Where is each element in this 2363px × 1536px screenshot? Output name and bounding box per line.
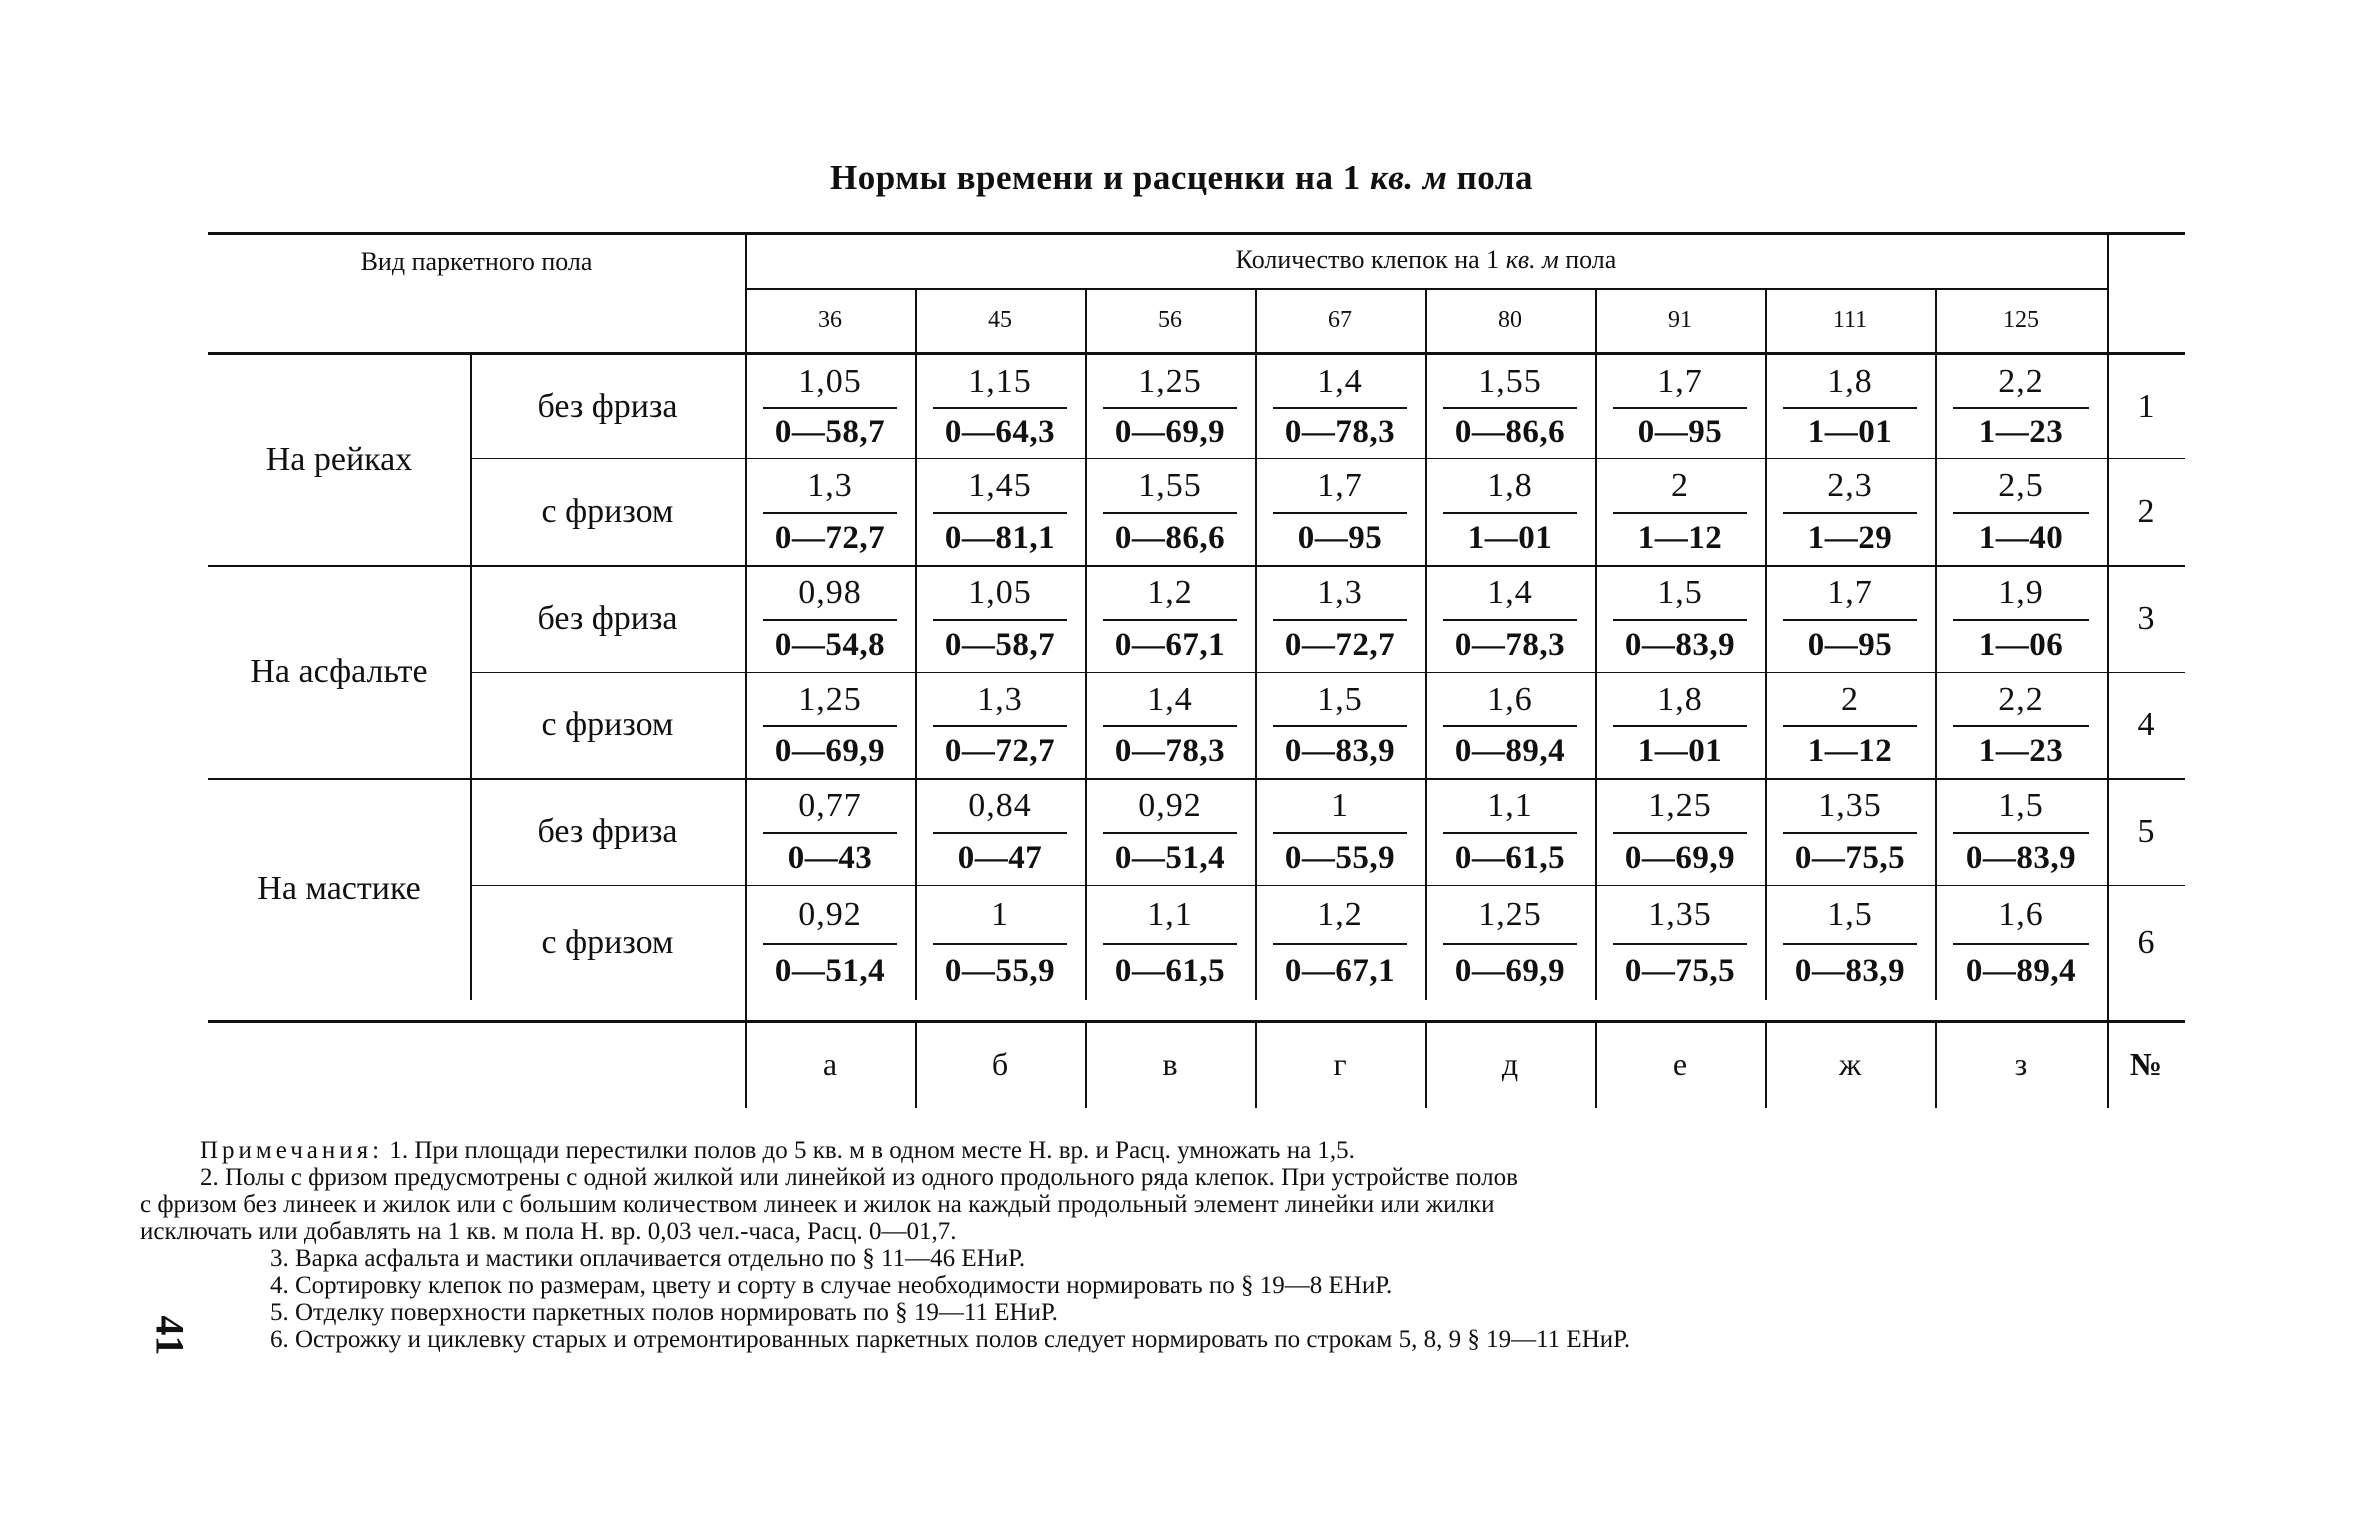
rate-value: 0—95 xyxy=(1297,519,1383,556)
note-line-3: с фризом без линеек и жилок или с большим количеством линеек и жилок на каждый продольный элемент линейки или жилки xyxy=(140,1191,1495,1218)
norm-value: 1,9 xyxy=(1998,573,2044,611)
rate-value: 1—23 xyxy=(1978,733,2064,769)
title-suffix: пола xyxy=(1456,158,1533,197)
column-header-80: 80 xyxy=(1498,306,1522,333)
column-header-45: 45 xyxy=(988,306,1012,333)
norm-value: 2 xyxy=(1671,466,1689,504)
rate-value: 0—83,9 xyxy=(1794,952,1906,989)
row-number: 6 xyxy=(2137,923,2155,961)
norm-value: 1,45 xyxy=(968,466,1032,504)
norm-value: 1,6 xyxy=(1998,895,2044,933)
group-label: На асфальте xyxy=(250,652,428,690)
norm-value: 1,05 xyxy=(798,362,862,400)
rate-value: 0—86,6 xyxy=(1454,413,1566,450)
rate-value: 0—47 xyxy=(957,839,1043,876)
norm-value: 1,1 xyxy=(1147,895,1193,933)
rate-value: 0—64,3 xyxy=(944,413,1056,450)
norm-value: 1,4 xyxy=(1317,362,1363,400)
norm-value: 1,8 xyxy=(1827,362,1873,400)
norm-value: 1,5 xyxy=(1317,680,1363,718)
rate-value: 0—67,1 xyxy=(1114,626,1226,663)
column-header-67: 67 xyxy=(1328,306,1352,333)
norm-value: 1,7 xyxy=(1827,573,1873,611)
rate-value: 0—43 xyxy=(787,839,873,876)
norm-value: 1,2 xyxy=(1317,895,1363,933)
norm-value: 1,6 xyxy=(1487,680,1533,718)
rate-value: 0—95 xyxy=(1807,626,1893,663)
norm-value: 1,8 xyxy=(1487,466,1533,504)
rate-value: 0—72,7 xyxy=(1284,626,1396,663)
rate-value: 0—61,5 xyxy=(1114,952,1226,989)
column-letter: е xyxy=(1672,1045,1688,1082)
rate-value: 1—12 xyxy=(1807,733,1893,769)
note-line-1: Примечания: 1. При площади перестилки полов до 5 кв. м в одном месте Н. вр. и Расц. умножать на 1,5. xyxy=(200,1137,1355,1164)
rate-value: 1—01 xyxy=(1807,413,1893,450)
norm-value: 1,35 xyxy=(1818,786,1882,824)
column-letter: б xyxy=(991,1045,1009,1082)
rate-value: 0—83,9 xyxy=(1284,733,1396,769)
column-letter: а xyxy=(822,1045,838,1082)
norm-value: 2,2 xyxy=(1998,680,2044,718)
row-subtype: с фризом xyxy=(541,492,674,530)
column-header-36: 36 xyxy=(818,306,842,333)
rate-value: 0—83,9 xyxy=(1624,626,1736,663)
row-subtype: без фриза xyxy=(537,812,678,850)
page-title xyxy=(0,158,2363,198)
notes-heading: Примечания: xyxy=(200,1137,384,1164)
norm-value: 2,5 xyxy=(1998,466,2044,504)
rate-value: 0—89,4 xyxy=(1965,952,2077,989)
column-header-91: 91 xyxy=(1668,306,1692,333)
rate-value: 0—58,7 xyxy=(774,413,886,450)
norm-value: 1 xyxy=(1331,786,1349,824)
group-label: На мастике xyxy=(257,870,421,907)
column-group-prefix: Количество клепок на 1 xyxy=(1235,245,1500,274)
rate-value: 0—72,7 xyxy=(944,733,1056,769)
norm-value: 0,77 xyxy=(798,786,862,824)
norm-value: 0,84 xyxy=(968,786,1032,824)
norm-value: 1,25 xyxy=(798,680,862,718)
column-group-header xyxy=(745,232,2107,288)
row-subtype: без фриза xyxy=(537,599,678,637)
row-subtype: с фризом xyxy=(541,923,674,961)
rate-value: 0—72,7 xyxy=(774,519,886,556)
rate-value: 0—55,9 xyxy=(944,952,1056,989)
norm-value: 1,5 xyxy=(1827,895,1873,933)
rate-value: 1—01 xyxy=(1467,519,1553,556)
norm-value: 1,55 xyxy=(1138,466,1202,504)
rate-value: 0—69,9 xyxy=(1114,413,1226,450)
rate-value: 0—54,8 xyxy=(774,626,886,663)
norm-value: 1,05 xyxy=(968,573,1032,611)
norm-value: 1,7 xyxy=(1657,362,1703,400)
rate-value: 1—06 xyxy=(1978,626,2064,663)
rate-value: 0—75,5 xyxy=(1794,839,1906,876)
norm-value: 1,25 xyxy=(1648,786,1712,824)
rate-value: 0—51,4 xyxy=(774,952,886,989)
number-sign: № xyxy=(2129,1045,2163,1082)
rate-value: 0—67,1 xyxy=(1284,952,1396,989)
row-number: 3 xyxy=(2137,599,2155,637)
norm-value: 0,92 xyxy=(798,895,862,933)
column-group-unit: кв. м xyxy=(1499,245,1559,274)
row-number: 1 xyxy=(2137,387,2155,425)
row-subtype: без фриза xyxy=(537,387,678,425)
column-letter: з xyxy=(2014,1045,2028,1082)
rate-value: 0—83,9 xyxy=(1965,839,2077,876)
note-line-8: 6. Острожку и циклевку старых и отремонтированных паркетных полов следует нормировать по строкам 5, 8, 9 § 19—11 ЕНиР. xyxy=(270,1326,1631,1353)
note-line-2: 2. Полы с фризом предусмотрены с одной жилкой или линейкой из одного продольного ряда клепок. При устройстве полов xyxy=(200,1164,1518,1191)
note-line-5: 3. Варка асфальта и мастики оплачивается отдельно по § 11—46 ЕНиР. xyxy=(270,1245,1026,1272)
column-group-suffix: пола xyxy=(1558,245,1617,274)
column-letter: в xyxy=(1162,1045,1178,1082)
norm-value: 1,8 xyxy=(1657,680,1703,718)
norm-value: 1,5 xyxy=(1998,786,2044,824)
rate-value: 1—23 xyxy=(1978,413,2064,450)
norm-value: 1,3 xyxy=(1317,573,1363,611)
norm-value: 1,25 xyxy=(1138,362,1202,400)
norm-value: 1,25 xyxy=(1478,895,1542,933)
row-number: 5 xyxy=(2137,812,2155,850)
column-letter: г xyxy=(1333,1045,1347,1082)
column-letter: ж xyxy=(1838,1045,1862,1082)
rate-value: 0—55,9 xyxy=(1284,839,1396,876)
rate-value: 0—89,4 xyxy=(1454,733,1566,769)
row-number: 4 xyxy=(2137,706,2155,743)
norm-value: 1,3 xyxy=(807,466,853,504)
rate-value: 0—78,3 xyxy=(1114,733,1226,769)
rate-value: 0—69,9 xyxy=(774,733,886,769)
rate-value: 0—69,9 xyxy=(1624,839,1736,876)
rate-value: 1—40 xyxy=(1978,519,2064,556)
row-header-label: Вид паркетного пола xyxy=(360,247,593,276)
norm-value: 1,7 xyxy=(1317,466,1363,504)
rate-value: 1—29 xyxy=(1807,519,1893,556)
column-header-56: 56 xyxy=(1158,306,1182,333)
norm-value: 2,2 xyxy=(1998,362,2044,400)
norm-value: 2,3 xyxy=(1827,466,1873,504)
norm-value: 1 xyxy=(991,895,1009,933)
rate-value: 0—58,7 xyxy=(944,626,1056,663)
norm-value: 1,15 xyxy=(968,362,1032,400)
norm-value: 1,3 xyxy=(977,680,1023,718)
rate-value: 0—51,4 xyxy=(1114,839,1226,876)
title-unit: кв. м xyxy=(1370,158,1448,197)
group-label: На рейках xyxy=(265,441,413,478)
row-subtype: с фризом xyxy=(541,706,674,743)
rate-value: 1—12 xyxy=(1637,519,1723,556)
title-prefix: Нормы времени и расценки на 1 xyxy=(830,158,1361,197)
rate-value: 0—95 xyxy=(1637,413,1723,450)
norm-value: 1,4 xyxy=(1147,680,1193,718)
norm-value: 2 xyxy=(1841,680,1859,718)
rate-value: 0—75,5 xyxy=(1624,952,1736,989)
rate-value: 0—86,6 xyxy=(1114,519,1226,556)
norm-value: 1,4 xyxy=(1487,573,1533,611)
norm-value: 1,5 xyxy=(1657,573,1703,611)
column-header-111: 111 xyxy=(1832,306,1868,333)
norm-value: 1,35 xyxy=(1648,895,1712,933)
norm-value: 0,98 xyxy=(798,573,862,611)
rate-value: 0—78,3 xyxy=(1454,626,1566,663)
column-header-125: 125 xyxy=(2003,306,2039,333)
norm-value: 1,2 xyxy=(1147,573,1193,611)
norm-value: 0,92 xyxy=(1138,786,1202,824)
norm-value: 1,1 xyxy=(1487,786,1533,824)
rate-value: 0—61,5 xyxy=(1454,839,1566,876)
rate-value: 1—01 xyxy=(1637,733,1723,769)
note-line-4: исключать или добавлять на 1 кв. м пола Н. вр. 0,03 чел.-часа, Расц. 0—01,7. xyxy=(140,1218,957,1245)
row-number: 2 xyxy=(2137,492,2155,530)
note-line-7: 5. Отделку поверхности паркетных полов нормировать по § 19—11 ЕНиР. xyxy=(270,1299,1058,1326)
norm-value: 1,55 xyxy=(1478,362,1542,400)
rate-value: 0—78,3 xyxy=(1284,413,1396,450)
rate-value: 0—81,1 xyxy=(944,519,1056,556)
column-letter: д xyxy=(1501,1045,1519,1082)
page-number: 41 xyxy=(147,1315,193,1356)
note-line-6: 4. Сортировку клепок по размерам, цвету и сорту в случае необходимости нормировать по § 19—8 ЕНиР. xyxy=(270,1272,1393,1299)
rate-value: 0—69,9 xyxy=(1454,952,1566,989)
